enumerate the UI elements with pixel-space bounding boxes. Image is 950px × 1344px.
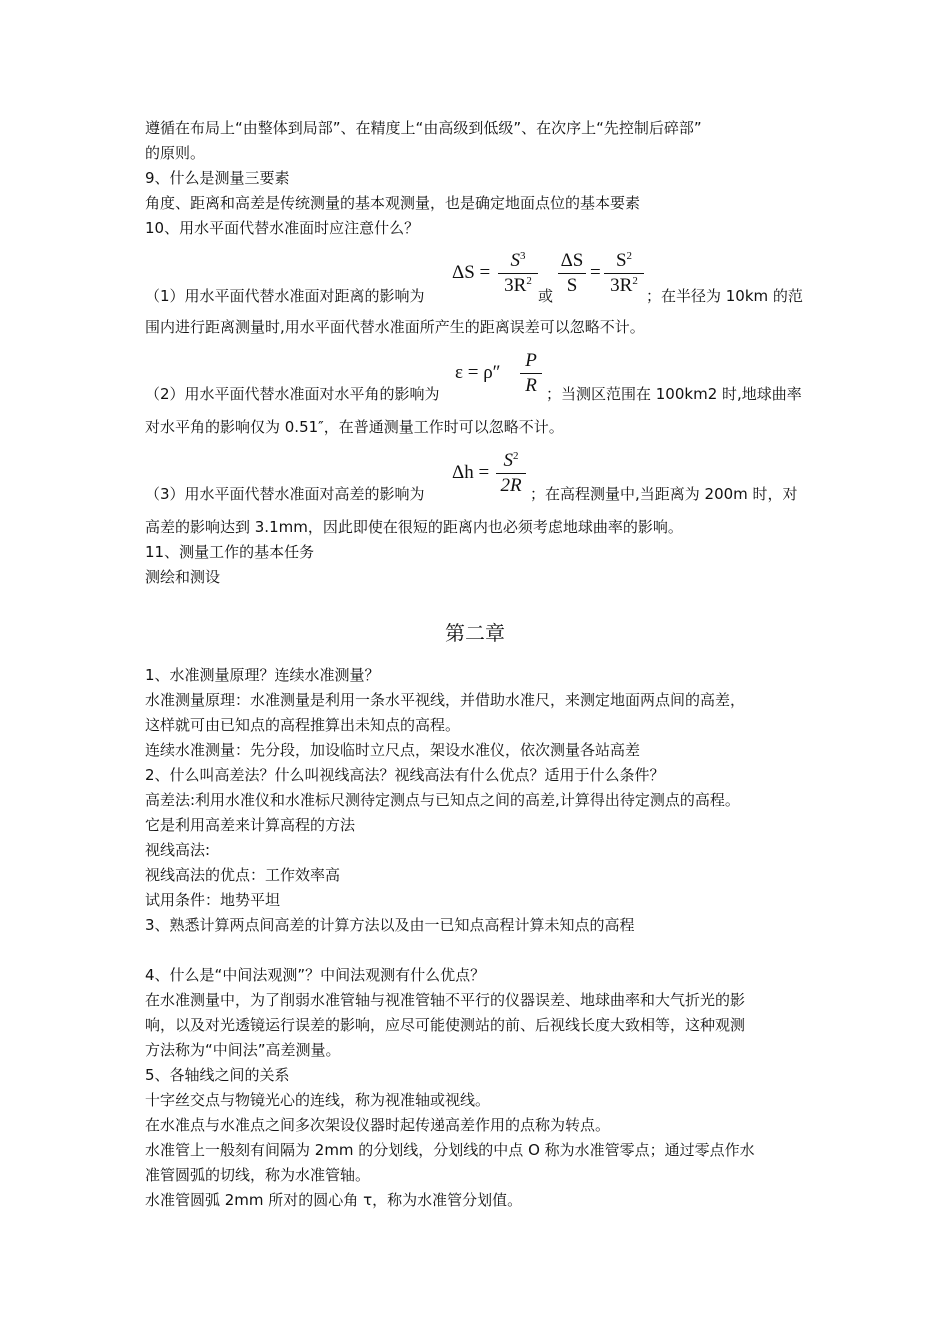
text-line: 视线高法的优点：工作效率高	[145, 866, 341, 884]
question-2: 2、什么叫高差法？什么叫视线高法？视线高法有什么优点？适用于什么条件？	[145, 766, 665, 784]
text-line: 在水准测量中，为了削弱水准管轴与视准管轴不平行的仪器误差、地球曲率和大气折光的影	[145, 991, 746, 1009]
text-line: 高差法:利用水准仪和水准标尺测待定测点与已知点之间的高差,计算得出待定测点的高程。	[145, 791, 740, 809]
question-4: 4、什么是“中间法观测”？中间法观测有什么优点？	[145, 966, 486, 984]
formula-angle-effect	[455, 362, 501, 384]
text-line: 准管圆弧的切线，称为水准管轴。	[145, 1166, 371, 1184]
text-line: （2）用水平面代替水准面对水平角的影响为	[145, 385, 440, 403]
text-line: ；当测区范围在 100km2 时,地球曲率	[546, 385, 802, 403]
formula-lhs: ΔS =	[452, 262, 491, 283]
text-line: 方法称为“中间法”高差测量。	[145, 1041, 341, 1059]
formula-equals: =	[590, 262, 601, 283]
text-line: 试用条件：地势平坦	[145, 891, 281, 909]
text-line: 响，以及对光透镜运行误差的影响，应尽可能使测站的前、后视线长度大致相等，这种观测	[145, 1016, 746, 1034]
formula-lhs: Δh =	[452, 462, 490, 483]
text-line: 围内进行距离测量时,用水平面代替水准面所产生的距离误差可以忽略不计。	[145, 318, 645, 336]
formula-distance-effect	[452, 262, 490, 284]
formula-fraction: $S^2$ $3R^2$	[604, 250, 644, 297]
text-line: 在水准点与水准点之间多次架设仪器时起传递高差作用的点称为转点。	[145, 1116, 611, 1134]
text-line: 对水平角的影响仅为 0.51″，在普通测量工作时可以忽略不计。	[145, 418, 564, 436]
text-line: 视线高法:	[145, 841, 211, 859]
formula-lhs: ε = ρ″	[455, 362, 501, 383]
formula-ratio-fraction: ΔS S	[558, 250, 586, 297]
chapter-title: 第二章	[445, 621, 505, 645]
answer-9: 角度、距离和高差是传统测量的基本观测量，也是确定地面点位的基本要素	[145, 194, 641, 212]
question-1: 1、水准测量原理？连续水准测量？	[145, 666, 380, 684]
text-line: 连续水准测量：先分段，加设临时立尺点，架设水准仪，依次测量各站高差	[145, 741, 641, 759]
text-line: （1）用水平面代替水准面对距离的影响为	[145, 287, 425, 305]
text-line: ；在高程测量中,当距离为 200m 时，对	[530, 485, 798, 503]
text-line: 水准管上一般刻有间隔为 2mm 的分划线，分划线的中点 O 称为水准管零点；通过零点作水	[145, 1141, 755, 1159]
text-line: 水准测量原理：水准测量是利用一条水平视线，并借助水准尺，来测定地面两点间的高差，	[145, 691, 746, 709]
question-5: 5、各轴线之间的关系	[145, 1066, 290, 1084]
question-10: 10、用水平面代替水准面时应注意什么？	[145, 219, 420, 237]
text-line: 高差的影响达到 3.1mm，因此即使在很短的距离内也必须考虑地球曲率的影响。	[145, 518, 683, 536]
question-9: 9、什么是测量三要素	[145, 169, 290, 187]
text-line: 它是利用高差来计算高程的方法	[145, 816, 356, 834]
formula-fraction: $S^2$ 2R	[496, 450, 526, 497]
text-line: 遵循在布局上“由整体到局部”、在精度上“由高级到低级”、在次序上“先控制后碎部”	[145, 119, 702, 137]
formula-fraction: P R	[520, 350, 542, 397]
text-line: ；在半径为 10km 的范	[646, 287, 803, 305]
text-or: 或	[538, 287, 554, 305]
text-line: 十字丝交点与物镜光心的连线，称为视准轴或视线。	[145, 1091, 491, 1109]
text-line: 这样就可由已知点的高程推算出未知点的高程。	[145, 716, 461, 734]
answer-11: 测绘和测设	[145, 568, 221, 586]
text-line: 的原则。	[145, 144, 206, 162]
text-line: 水准管圆弧 2mm 所对的圆心角 τ，称为水准管分划值。	[145, 1191, 523, 1209]
question-3: 3、熟悉计算两点间高差的计算方法以及由一已知点高程计算未知点的高程	[145, 916, 635, 934]
formula-fraction: $S^3$ $3R^2$	[498, 250, 538, 297]
question-11: 11、测量工作的基本任务	[145, 543, 315, 561]
formula-height-effect	[452, 462, 489, 484]
text-line: （3）用水平面代替水准面对高差的影响为	[145, 485, 425, 503]
